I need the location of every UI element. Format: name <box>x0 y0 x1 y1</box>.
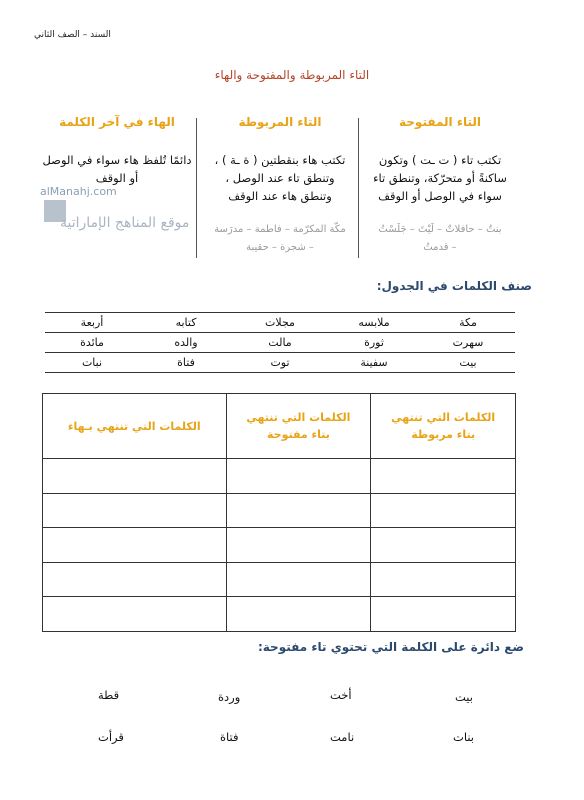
answer-cell[interactable] <box>226 562 371 597</box>
circle-word[interactable]: بنات <box>453 730 475 744</box>
table-row <box>45 333 515 353</box>
column-rule <box>360 151 520 205</box>
column-heading: التاء المربوطة <box>238 115 322 129</box>
answer-cell[interactable] <box>371 493 516 528</box>
worksheet-title: التاء المربوطة والمفتوحة والهاء <box>214 68 370 82</box>
column-examples <box>360 221 520 257</box>
table-row <box>45 313 515 333</box>
answer-cell[interactable] <box>226 597 371 632</box>
section-heading-circle: ضع دائرة على الكلمة التي تحتوي تاء مفتوحة: <box>257 640 524 654</box>
answer-cell[interactable] <box>43 493 227 528</box>
rule-line: دائمًا تُلفظ هاء سواء في الوصل <box>42 153 192 167</box>
word-cell: بيت <box>421 353 515 373</box>
example-line: مكّة المكرّمة – فاطمة – مدرَسة <box>214 224 346 235</box>
watermark-subtext: موقع المناهج الإماراتية <box>60 215 190 231</box>
circle-word[interactable]: أخت <box>330 688 352 702</box>
column-examples <box>200 221 360 257</box>
header-line: بتاء مربوطة <box>411 428 476 441</box>
word-cell: مائدة <box>45 333 139 353</box>
table-row <box>43 493 516 528</box>
classification-table <box>42 393 516 632</box>
answer-cell[interactable] <box>371 562 516 597</box>
rule-line: تكتب هاء بنقطتين ( ة ـة ) ، <box>214 153 346 167</box>
answer-cell[interactable] <box>371 459 516 494</box>
header-line: الكلمات التي تنتهي <box>246 411 351 424</box>
rule-line: سواء في الوصل أو الوقف <box>378 189 502 203</box>
header-line: الكلمات التي تنتهي بـهاء <box>67 419 201 433</box>
answer-cell[interactable] <box>226 528 371 563</box>
table-row <box>43 528 516 563</box>
column-tied-taa <box>200 115 360 265</box>
words-table <box>45 312 515 373</box>
rule-line: أو الوقف <box>95 171 139 185</box>
table-row <box>43 597 516 632</box>
column-rule <box>200 151 360 205</box>
rule-line: تكتب تاء ( ت ـت ) وتكون <box>378 153 502 167</box>
answer-cell[interactable] <box>371 528 516 563</box>
header-label: السند – الصف الثاني <box>34 30 111 40</box>
column-heading: الهاء في آخر الكلمة <box>59 115 175 129</box>
table-row <box>45 353 515 373</box>
answer-cell[interactable] <box>226 459 371 494</box>
circle-word[interactable]: وردة <box>218 690 241 704</box>
word-cell: ملابسه <box>327 313 421 333</box>
example-line: بنتٌ – حافلاتٌ – لَيْتَ – جَلَسْتُ <box>378 224 502 235</box>
word-cell: مجلات <box>233 313 327 333</box>
header-tied-taa <box>371 394 516 459</box>
watermark-text: alManahj.com <box>40 185 117 198</box>
column-divider <box>196 118 197 258</box>
circle-word[interactable]: قرأت <box>98 730 124 744</box>
word-cell: أربعة <box>45 313 139 333</box>
word-cell: مالت <box>233 333 327 353</box>
answer-cell[interactable] <box>43 562 227 597</box>
column-rule <box>38 151 196 187</box>
circle-word[interactable]: بيت <box>455 690 473 704</box>
word-cell: والده <box>139 333 233 353</box>
word-cell: كتابه <box>139 313 233 333</box>
answer-cell[interactable] <box>43 459 227 494</box>
column-heading: التاء المفتوحة <box>399 115 481 129</box>
header-line: بتاء مفتوحة <box>266 428 330 441</box>
answer-cell[interactable] <box>43 597 227 632</box>
example-line: – شجرة – حقيبة <box>246 242 314 253</box>
circle-word[interactable]: نامت <box>330 730 355 744</box>
table-header-row <box>43 394 516 459</box>
word-cell: سهرت <box>421 333 515 353</box>
column-open-taa <box>360 115 520 265</box>
answer-cell[interactable] <box>43 528 227 563</box>
word-cell: نبات <box>45 353 139 373</box>
answer-cell[interactable] <box>226 493 371 528</box>
circle-word[interactable]: فتاة <box>220 730 239 744</box>
rule-line: ساكنةً أو متحرّكة، وتنطق تاء <box>373 171 507 185</box>
word-cell: توت <box>233 353 327 373</box>
table-row <box>43 562 516 597</box>
example-line: – قدمتُ <box>423 242 457 253</box>
circle-word[interactable]: قطة <box>98 688 120 702</box>
table-row <box>43 459 516 494</box>
header-open-taa <box>226 394 371 459</box>
word-cell: مكة <box>421 313 515 333</box>
rule-line: وتنطق تاء عند الوصل ، <box>225 171 335 185</box>
word-cell: سفينة <box>327 353 421 373</box>
header-line: الكلمات التي تنتهي <box>391 411 496 424</box>
header-haa <box>43 394 227 459</box>
rule-line: وتنطق هاء عند الوقف <box>228 189 332 203</box>
word-cell: فتاة <box>139 353 233 373</box>
word-cell: ثورة <box>327 333 421 353</box>
answer-cell[interactable] <box>371 597 516 632</box>
section-heading-classify: صنف الكلمات في الجدول: <box>376 279 532 293</box>
